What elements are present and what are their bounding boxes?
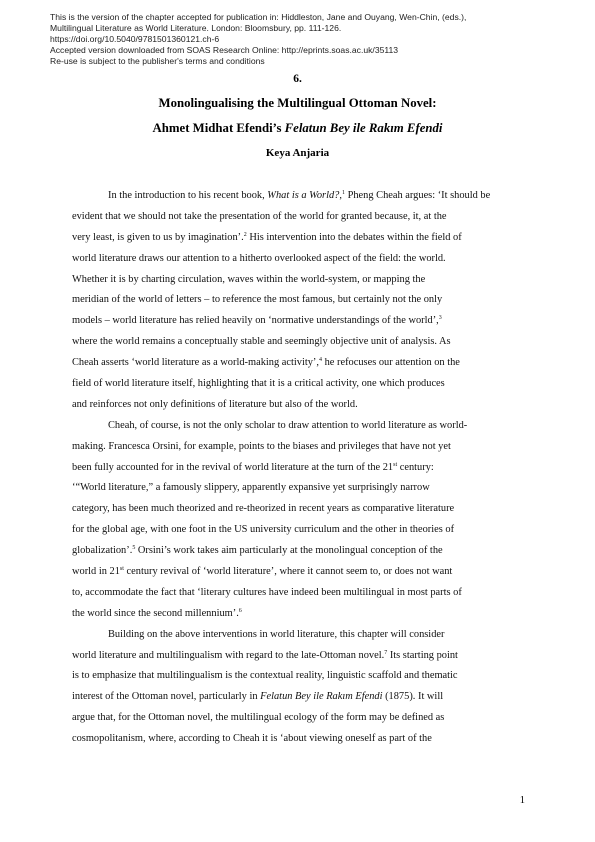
footnote-ref[interactable]: 1	[341, 190, 345, 196]
text-line: category, has been much theorized and re-theorized in recent years as comparative literature	[72, 503, 455, 515]
title-text: Ahmet Midhat Efendi’s	[152, 121, 285, 135]
text-line: Building on the above interventions in world literature, this chapter will consider	[108, 628, 445, 640]
text-line: been fully accounted for in the revival of world literature at the turn of the 21st century:	[72, 461, 434, 473]
footnote-ref[interactable]: 3	[438, 315, 442, 322]
text-line: interest of the Ottoman novel, particularly in Felatun Bey ile Rakım Efendi (1875). It will	[72, 691, 444, 703]
author-name: Keya Anjaria	[265, 147, 330, 159]
notice-line: Accepted version downloaded from SOAS Research Online: http://eprints.soas.ac.uk/35113	[50, 45, 399, 56]
text-line: to, accommodate the fact that ‘literary cultures have indeed been multilingual in most parts of	[72, 586, 462, 598]
text-line: and reinforces not only definitions of literature but also of the world.	[72, 398, 358, 410]
chapter-title-line1: Monolingualising the Multilingual Ottoman Novel:	[158, 96, 437, 110]
text-line: cosmopolitanism, where, according to Cheah it is ‘about viewing oneself as part of the	[72, 733, 432, 745]
text-line: globalization’.$^5$ Orsini’s work takes aim particularly at the monolingual conception of the	[72, 545, 443, 557]
text-line: meridian of the world of letters – to reference the most famous, but certainly not the only	[72, 294, 443, 306]
footnote-ref[interactable]: 2	[243, 231, 247, 238]
text-line: In the introduction to his recent book, What is a World?,$^1$ Pheng Cheah argues: ‘It should be	[108, 190, 491, 201]
notice-doi-link[interactable]: https://doi.org/10.5040/9781501360121.ch-6	[50, 34, 220, 45]
footnote-ref[interactable]: 6	[238, 607, 242, 614]
text-line: world in 21st century revival of ‘world literature’, where it cannot seem to, or does not want	[72, 566, 453, 578]
text-line: world literature draws our attention to a hitherto overlooked aspect of the field: the world.	[72, 252, 446, 264]
text-line: for the global age, with one foot in the US university curriculum and the other in theories of	[72, 524, 455, 536]
text-line: argue that, for the Ottoman novel, the multilingual ecology of the form may be defined as	[72, 712, 445, 724]
body-text	[72, 186, 520, 750]
title-italic-text: Felatun Bey ile Rakım Efendi	[284, 121, 443, 135]
footnote-ref[interactable]: 5	[132, 545, 136, 552]
text-line: very least, is given to us by imagination’.$^2$ His intervention into the debates within the field of	[72, 231, 462, 243]
text-line: the world since the second millennium’.$^6$	[72, 607, 242, 619]
text-line: evident that we should not take the presentation of the world for granted because, it, at the	[72, 210, 447, 222]
page-number: 1	[519, 795, 525, 806]
text-line: is to emphasize that multilingualism is the contextual reality, linguistic scaffold and thematic	[72, 670, 458, 682]
publication-notice	[50, 12, 550, 67]
text-line: Whether it is by charting circulation, waves within the world-system, or mapping the	[72, 273, 426, 285]
text-line: field of world literature itself, highlighting that it is a critical activity, one which produces	[72, 378, 445, 390]
chapter-number: 6.	[293, 73, 302, 85]
text-line: Cheah, of course, is not the only scholar to draw attention to world literature as world-	[108, 419, 468, 431]
chapter-title-line2	[0, 121, 595, 136]
text-line: world literature and multilingualism with regard to the late-Ottoman novel.$^7$ Its starting point	[72, 649, 458, 661]
notice-line: Multilingual Literature as World Literature. London: Bloomsbury, pp. 111-126.	[50, 23, 342, 34]
notice-line: This is the version of the chapter accepted for publication in: Hiddleston, Jane and Ouyang, Wen-Chin, (eds.),	[50, 12, 467, 22]
text-line: making. Francesca Orsini, for example, points to the biases and privileges that have not yet	[72, 440, 451, 452]
footnote-ref[interactable]: 4	[319, 357, 322, 364]
text-line: models – world literature has relied heavily on ‘normative understandings of the world’,$^3$	[72, 315, 442, 327]
footnote-ref[interactable]: 7	[384, 649, 388, 656]
text-line: ‘“World literature,” a famously slippery, apparently expansive yet surprisingly narrow	[72, 482, 430, 494]
text-line: Cheah asserts ‘world literature as a world-making activity’,$^4$ he refocuses our attention on the	[72, 357, 460, 369]
text-line: where the world remains a conceptually stable and seemingly objective unit of analysis. As	[72, 336, 451, 348]
notice-line: Re-use is subject to the publisher's terms and conditions	[50, 56, 265, 67]
